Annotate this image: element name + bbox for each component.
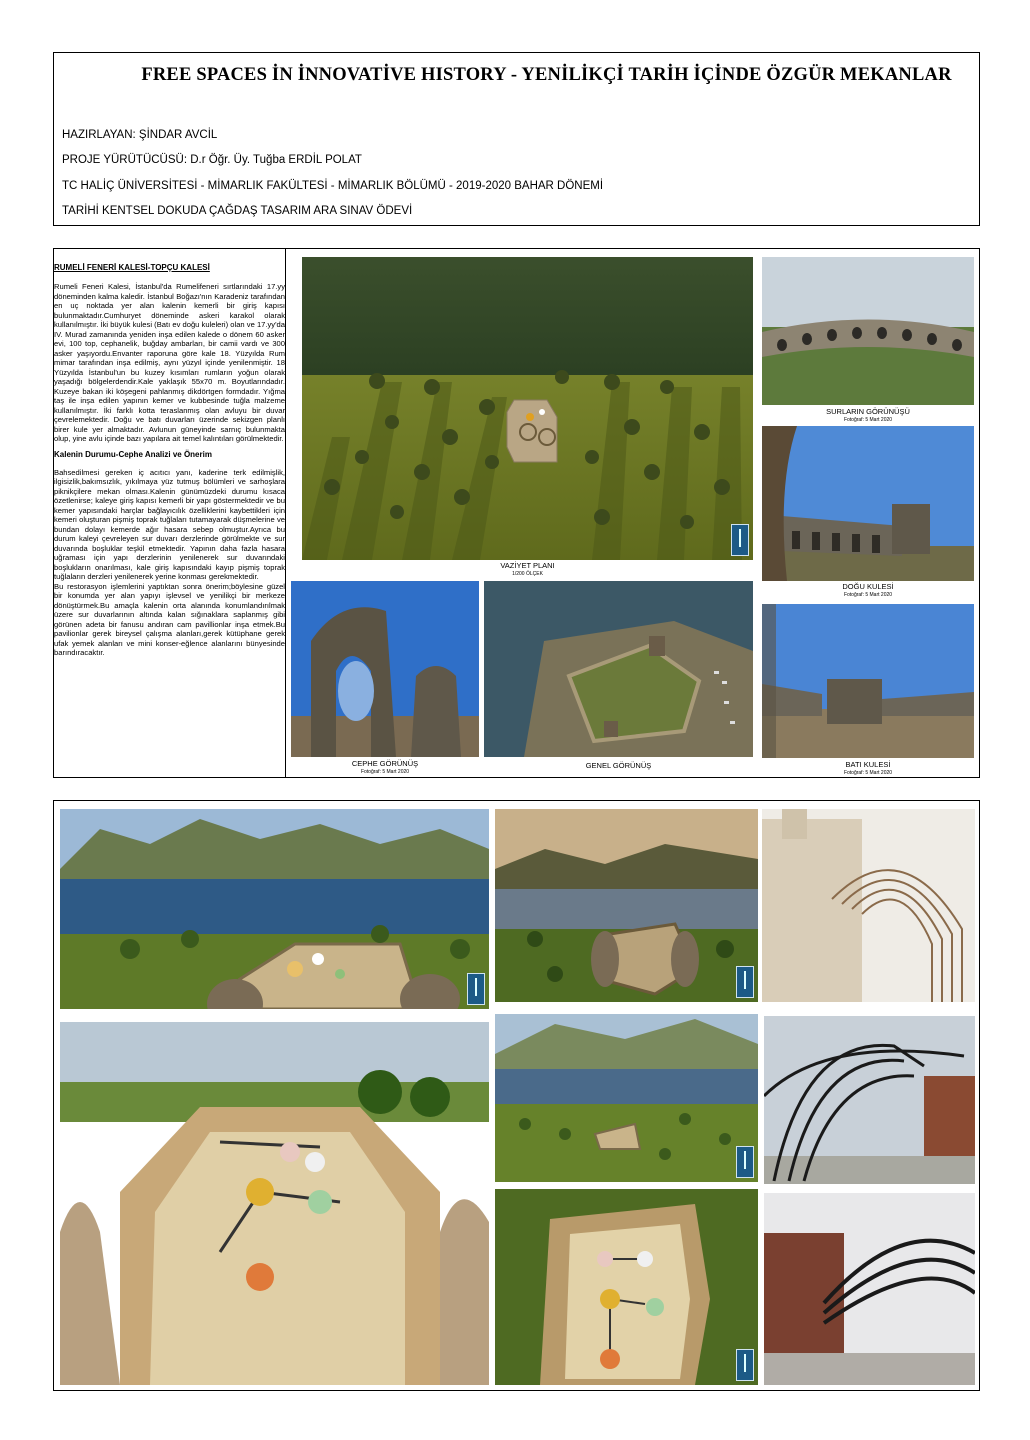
render-courtyard-closeup-svg [60,1022,489,1385]
pavilion-model-photo [762,809,975,1002]
east-tower-caption [762,582,974,600]
paragraph-condition: Bahsedilmesi gereken iç acıtıcı yanı, kaderine terk edilmişlik, ilgisizlik,bakımsızlık, yıkılmaya yüz tutmuş bölümleri ve sarhoşlara piknikçilere mekan olması.Kalenin günümüzdeki durumu kısaca özetlenirse; kaleye giriş kapısı kemerli bir yapı göstermektedir ve bu kemer yapısındaki harçlar bağlayıcılık özelliklerini kaybettikleri için kemeri oluşturan pişmiş toprak tuğlaları tutamayarak düşmelerine ve bundan dolayı kemerde ağır hasara sebep olmuştur.Ayrıca bu durum kaleyi çevreleyen sur duvarı derzlerinde görülmekte ve sur duvarında boşluklar teşkil etmektedir. Yapının daha fazla hasara uğraması için yapı derzlerinin yenilenerek sur duvarındaki boşlukların onarılması, kale giriş kapısındaki kayıp pişmiş toprak tuğlaların derzleri yenilenerek yerine konması gerekmektedir. [54,467,285,581]
course: TARİHİ KENTSEL DOKUDA ÇAĞDAŞ TASARIM ARA SINAV ÖDEVİ [62,205,413,217]
renders-section [53,800,980,1391]
walls-photo-render [762,257,974,405]
west-tower-title: BATI KULESİ [845,760,891,769]
prepared-by: HAZIRLAYAN: ŞİNDAR AVCİL [62,129,218,141]
lumion-logo-icon [467,973,485,1005]
general-caption [484,761,753,770]
site-plan-title: VAZİYET PLANI [500,561,555,570]
render-lake-aerial-svg [495,1014,758,1182]
general-aerial-photo [484,581,753,757]
lumion-logo-icon [736,1349,754,1381]
west-tower-caption [762,760,974,778]
walls-caption [762,407,974,425]
west-tower-render [762,604,974,758]
header-box [53,52,980,226]
analysis-section [53,248,980,778]
facade-title: CEPHE GÖRÜNÜŞ [351,759,419,768]
render-courtyard-closeup [60,1022,489,1385]
text-column [54,249,286,777]
heading-analysis: Kalenin Durumu-Cephe Analizi ve Önerim [54,449,212,459]
site-plan-caption [302,561,753,579]
institution: TC HALİÇ ÜNİVERSİTESİ - MİMARLIK FAKÜLTESİ - MİMARLIK BÖLÜMÜ - 2019-2020 BAHAR DÖNEMİ [62,180,604,192]
west-tower-photo [762,604,974,758]
heading-castle: RUMELİ FENERİ KALESİ-TOPÇU KALESİ [54,263,210,272]
render-lake-wide-svg [60,809,489,1009]
pavilion-model-svg [762,809,975,1002]
walls-title: SURLARIN GÖRÜNÜŞÜ [826,407,910,416]
pavilion-photo-1-svg [764,1016,975,1184]
general-aerial-render [484,581,753,757]
supervisor: PROJE YÜRÜTÜCÜSÜ: D.r Öğr. Üy. Tuğba ERDİL POLAT [62,154,362,166]
west-tower-photo-date: Fotoğraf: 5 Mart 2020 [843,770,893,776]
lumion-logo-icon [731,524,749,556]
east-tower-render [762,426,974,581]
pavilion-photo-1 [764,1016,975,1184]
pavilion-photo-2-svg [764,1193,975,1385]
render-courtyard-top [495,1189,758,1385]
render-lake-wide [60,809,489,1009]
facade-render [291,581,479,757]
render-sunset-svg [495,809,758,1002]
pavilion-photo-2 [764,1193,975,1385]
site-plan-image [302,257,753,560]
paragraph-history: Rumeli Feneri Kalesi, İstanbul'da Rumelifeneri sırtlarındaki 17.yy döneminden kalma kaledir. İstanbul Boğazı'nın Karadeniz tarafından en uç noktada yer alan kalenin kemerli bir giriş kapısı bulunmaktadır.Cumhuryet döneminde askeri karakol olarak kullanılmıştır. İki büyük kulesi (Batı ev doğu kuleleri) olan ve 17.yy'da IV. Murad zamanında yeniden inşa edilen kalede o dönem 60 asker evi, 100 top, cephanelik, buğday ambarları, bir camii vardı ve 300 asker yaşıyordu.Envanter raporuna göre kale 18. Yüzyılda Rum mimar tarafından inşa edilmiş, aynı yüzyıl içinde yenilenmiştir. 18 Yüzyılda İstanbul'un bu kuzey kısımları rumların yoğun olarak yaşadığı bölgelerdendir.Kale yaklaşık 55x70 m. Boyutlarındadır. Kuzeye bakan iki köşegeni pahlanmış dikdörtgen formdadır. Yığma taş ile inşa edilen yapının kemer ve kubbesinde tuğla malzeme kullanılmıştır. İki farklı kotta teraslanmış olan avluyu bir duvar çevrelemektedir. Doğu ve batı duvarları üzerinde sekizgen planlı birer kule yer almaktadır. Avlunun güneyinde sarnıç bulunmakta olup, yine avlu içinde bazı yapılara ait temel kalıntıları görülmektedir. [54,282,285,443]
east-tower-photo-date: Fotoğraf: 5 Mart 2020 [843,592,893,598]
facade-photo [291,581,479,757]
render-sunset [495,809,758,1002]
render-courtyard-top-svg [495,1189,758,1385]
facade-caption [291,759,479,777]
render-lake-aerial [495,1014,758,1182]
lumion-logo-icon [736,966,754,998]
site-plan-scale: 1/200 ÖLÇEK [512,571,543,577]
site-plan-render [302,257,753,560]
facade-photo-date: Fotoğraf: 5 Mart 2020 [360,769,410,775]
walls-photo-date: Fotoğraf: 5 Mart 2020 [843,417,893,423]
east-tower-title: DOĞU KULESİ [842,582,894,591]
paragraph-proposal: Bu restorasyon işlemlerini yaptıktan sonra önerim;böylesine güzel bir konumda yer alan yapıyı işlevsel ve yenilikçi bir merkeze dönüştürmek.Bu amaçla kalenin orta alanında konumlandırılmak üzere sur duvarlarının altında kalan sığınaklara saplanmış gibi görünen adeta bir fanusu andıran cam pavillionlar inşa etmek.Bu pavilionlar gerek bireysel çalışma alanları,gerek kütüphane gerek ufak yemek alanları ve mini konser-eğlence alanlarını bünyesinde barındıracaktır. [54,581,285,657]
page-title: FREE SPACES İN İNNOVATİVE HISTORY - YENİLİKÇİ TARİH İÇİNDE ÖZGÜR MEKANLAR [141,65,952,85]
lumion-logo-icon [736,1146,754,1178]
general-title: GENEL GÖRÜNÜŞ [585,761,652,770]
east-tower-photo [762,426,974,581]
walls-photo [762,257,974,405]
